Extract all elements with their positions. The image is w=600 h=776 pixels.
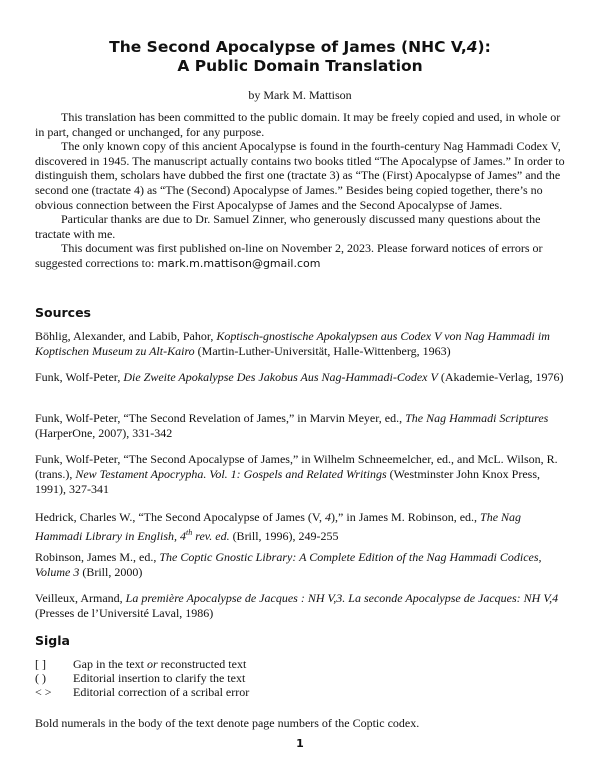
source-ref: Veilleux, Armand, La première Apocalypse de Jacques : NH V,3. La seconde Apocalypse de Jacques: NH V,4 (Presses de l’Université Laval, 1986)	[35, 591, 559, 620]
page-footnote: Bold numerals in the body of the text denote page numbers of the Coptic codex.	[35, 716, 420, 730]
source-ref: Funk, Wolf-Peter, “The Second Apocalypse of James,” in Wilhelm Schneemelcher, ed., and McL. Wilson, R. (trans.), New Testament Apocrypha. Vol. 1: Gospels and Related Writings (Westminster John Knox Press, 1991), 327-341	[35, 452, 558, 496]
sigla-row: [ ] Gap in the text or reconstructed text	[35, 657, 247, 671]
sigla-symbol: [ ]	[35, 657, 46, 671]
document-title	[0, 38, 600, 76]
sigla-symbol: < >	[35, 685, 52, 699]
sources-heading: Sources	[35, 305, 91, 320]
intro-paragraph-3: Particular thanks are due to Dr. Samuel Zinner, who generously discussed many questions about the tractate with me.	[35, 212, 541, 241]
source-ref: Böhlig, Alexander, and Labib, Pahor, Koptisch-gnostische Apokalypsen aus Codex V von Nag Hammadi im Koptischen Museum zu Alt-Kairo (Martin-Luther-Universität, Halle-Wittenberg, 1963)	[35, 329, 550, 358]
sigla-symbol: ( )	[35, 671, 46, 685]
intro-paragraph-4: This document was first published on-line on November 2, 2023. Please forward notices of errors or suggested corrections to: mark.m.mattison@gmail.com	[35, 241, 543, 270]
title-line2: A Public Domain Translation	[177, 57, 423, 75]
page-number: 1	[296, 737, 304, 750]
source-ref: Funk, Wolf-Peter, Die Zweite Apokalypse Des Jakobus Aus Nag-Hammadi-Codex V (Akademie-Verlag, 1976)	[35, 370, 564, 384]
title-line1: The Second Apocalypse of James (NHC V,4):	[109, 38, 491, 56]
source-ref: Funk, Wolf-Peter, “The Second Revelation of James,” in Marvin Meyer, ed., The Nag Hammadi Scriptures (HarperOne, 2007), 331-342	[35, 411, 549, 440]
source-ref: Hedrick, Charles W., “The Second Apocalypse of James (V, 4),” in James M. Robinson, ed., The Nag Hammadi Library in English, 4th rev. ed. (Brill, 1996), 249-255	[35, 510, 522, 543]
sigla-row: ( ) Editorial insertion to clarify the text	[35, 671, 246, 685]
sigla-row: < > Editorial correction of a scribal error	[35, 685, 250, 699]
intro-section	[35, 110, 565, 272]
source-ref: Robinson, James M., ed., The Coptic Gnostic Library: A Complete Edition of the Nag Hammadi Codices, Volume 3 (Brill, 2000)	[35, 550, 542, 579]
intro-paragraph-2: The only known copy of this ancient Apocalypse is found in the fourth-century Nag Hammadi Codex V, discovered in 1945. The manuscript actually contains two books titled “The Apocalypse of James.” In order to distinguish them, scholars have dubbed the first one (tractate 3) as “The (First) Apocalypse of James” and the second one (tractate 4) as “The (Second) Apocalypse of James.” Besides being copied together, there’s no obvious connection between the First Apocalypse of James and the Second Apocalypse of James.	[35, 139, 565, 212]
sigla-heading: Sigla	[35, 633, 70, 648]
author-byline: by Mark M. Mattison	[248, 88, 352, 102]
intro-paragraph-1: This translation has been committed to the public domain. It may be freely copied and used, in whole or in part, changed or unchanged, for any purpose.	[35, 110, 561, 139]
contact-email[interactable]: mark.m.mattison@gmail.com	[157, 256, 321, 270]
